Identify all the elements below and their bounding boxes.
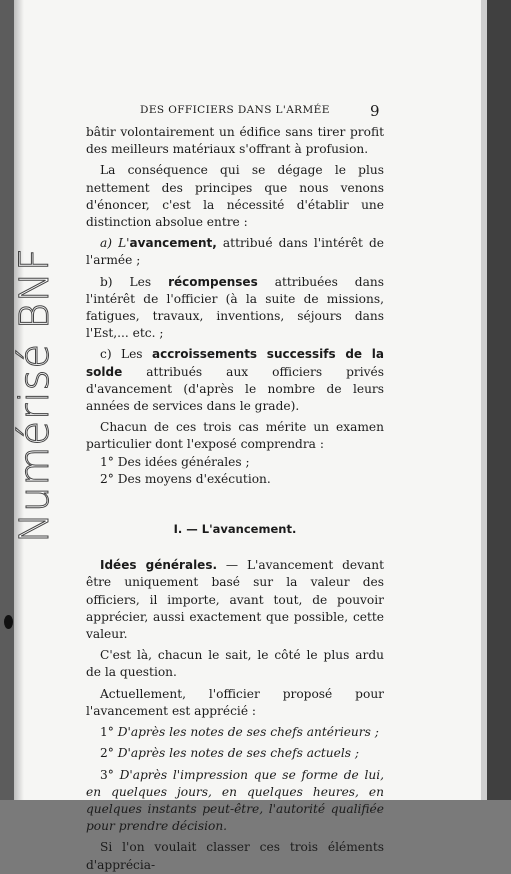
criterion-item: 1° D'après les notes de ses chefs antérieurs ; xyxy=(100,725,379,740)
list-item-a: a) L'avancement, attribué dans l'intérêt de l'armée ; xyxy=(86,236,385,268)
list-item: 2° Des moyens d'exécution. xyxy=(100,471,271,486)
criterion-item: 2° D'après les notes de ses chefs actuels ; xyxy=(100,746,359,761)
paragraph: La conséquence qui se dégage le plus nettement des principes que nous venons d'énoncer, c'est la nécessité d'établir une distinction absolue entre : xyxy=(86,163,384,230)
list-item-c: c) Les accroissements successifs de la solde attribués aux officiers privés d'avancement (d'après le nombre de leurs années de services dans le grade). xyxy=(86,347,384,414)
list-item: 1° Des idées générales ; xyxy=(100,454,250,469)
list-item-b: b) Les récompenses attribuées dans l'intérêt de l'officier (à la suite de missions, fatigues, travaux, inventions, séjours dans l'Est,... etc. ; xyxy=(86,274,384,341)
paragraph: Si l'on voulait classer ces trois éléments d'apprécia- xyxy=(86,840,384,872)
criterion-item: 3° D'après l'impression que se forme de lui, en quelques jours, en quelques heures, en quelques instants peut-être, l'autorité qualifiée pour prendre décision. xyxy=(86,767,384,834)
scan-right-margin xyxy=(487,0,511,800)
paragraph: bâtir volontairement un édifice sans tirer profit des meilleurs matériaux s'offrant à profusion. xyxy=(86,125,384,157)
paragraph: Chacun de ces trois cas mérite un examen particulier dont l'exposé comprendra : xyxy=(86,420,384,452)
running-header: DES OFFICIERS DANS L'ARMÉE xyxy=(140,104,330,116)
ink-blot xyxy=(4,615,13,629)
section-title: I. — L'avancement. xyxy=(173,522,297,537)
page-number: 9 xyxy=(370,102,380,120)
paragraph: C'est là, chacun le sait, le côté le plus ardu de la question. xyxy=(86,648,384,680)
watermark-text: Numérisé BNF xyxy=(12,247,58,543)
body-text xyxy=(86,124,384,874)
paragraph: Idées générales. — L'avancement devant être uniquement basé sur la valeur des officiers, il importe, avant tout, de pouvoir apprécier, aussi exactement que possible, cette valeur. xyxy=(86,558,384,642)
paragraph: Actuellement, l'officier proposé pour l'avancement est apprécié : xyxy=(86,686,384,718)
